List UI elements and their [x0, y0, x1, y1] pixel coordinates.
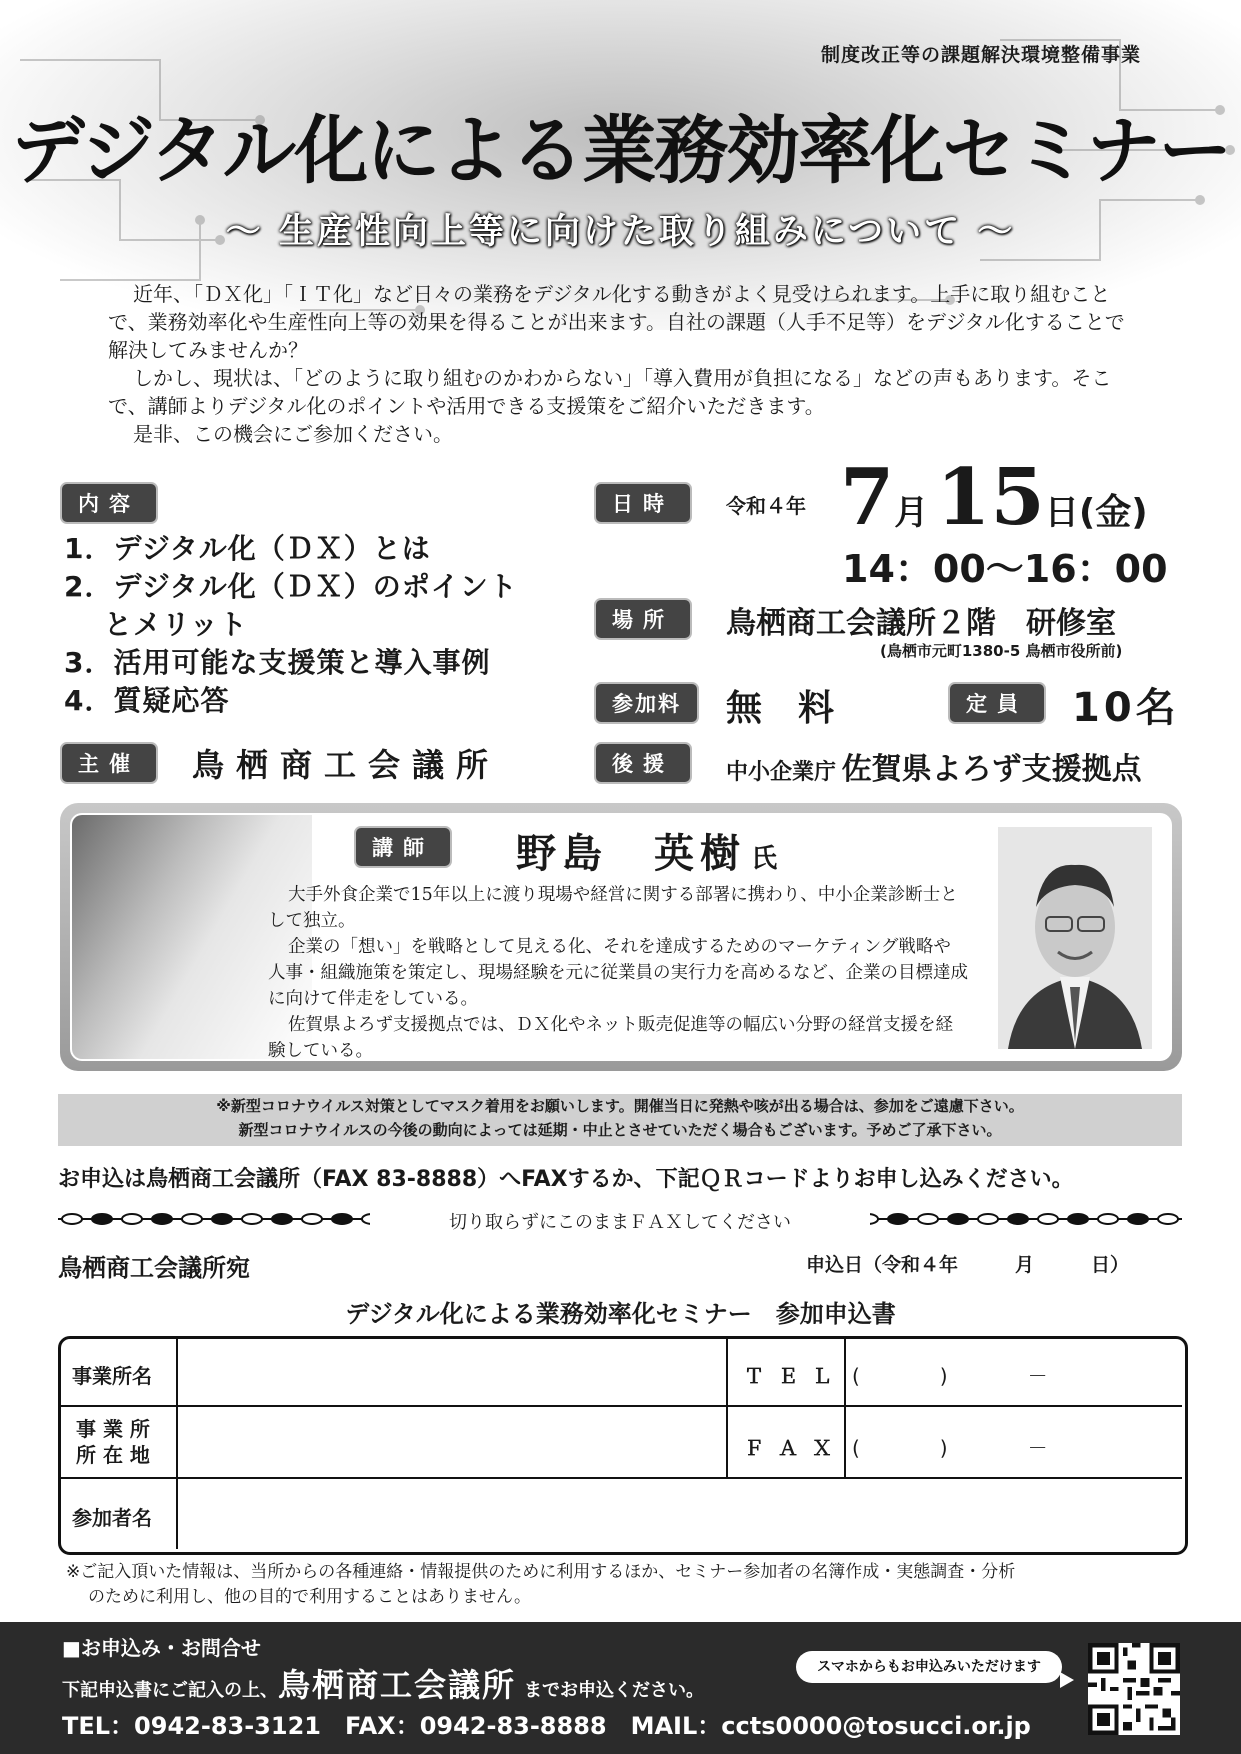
fax-label: ＦＡＸ — [744, 1436, 846, 1460]
bio-paragraph-2: 企業の「想い」を戦略として見える化、それを達成するためのマーケティング戦略や人事・組織施策を策定し、現場経験を元に従業員の実行力を高めるなど、企業の目標達成に向けて伴走をしている。 — [268, 937, 968, 1009]
privacy-line-1: ※ご記入頂いた情報は、当所からの各種連絡・情報提供のために利用するほか、セミナー参加者の名簿作成・実態調査・分析 — [66, 1562, 1016, 1582]
intro-text — [108, 280, 1138, 448]
list-item: とメリット — [104, 608, 248, 641]
fee-value: 無 料 — [726, 688, 835, 729]
apply-instruction: お申込は鳥栖商工会議所（FAX 83-8888）へFAXするか、下記ＱＲコードよりお申し込みください。 — [58, 1167, 1074, 1192]
event-date — [840, 452, 1148, 543]
support-org-2: 佐賀県よろず支援拠点 — [841, 752, 1142, 787]
address-label: 事 業 所 所 在 地 — [76, 1417, 150, 1467]
list-item: 4．質疑応答 — [64, 684, 230, 717]
bio-paragraph-3: 佐賀県よろず支援拠点では、ＤＸ化やネット販売促進等の幅広い分野の経営支援を経験している。 — [268, 1015, 953, 1061]
intro-paragraph-2: しかし、現状は、「どのように取り組むのかわからない」「導入費用が負担になる」などの声もあります。そこで、講師よりデジタル化のポイントや活用できる支援策をご紹介いただきます。 — [108, 366, 1112, 418]
support-org-1: 中小企業庁 — [726, 760, 837, 785]
day-unit: 日 — [1044, 493, 1079, 533]
form-title: デジタル化による業務効率化セミナー 参加申込書 — [345, 1300, 896, 1328]
venue-name: 鳥栖商工会議所２階 研修室 — [726, 606, 1116, 641]
event-weekday: (金) — [1078, 492, 1148, 533]
lecturer-name: 野島 英樹 — [516, 830, 746, 877]
seminar-title: デジタル化による業務効率化セミナー — [10, 108, 1231, 194]
form-row-divider — [61, 1405, 1182, 1407]
form-row-divider — [61, 1477, 1182, 1479]
address-field[interactable] — [180, 1408, 724, 1476]
capacity-label: 定員 — [948, 682, 1046, 724]
qr-code[interactable] — [1088, 1643, 1180, 1735]
contact-heading: ■お申込み・お問合せ — [62, 1636, 261, 1660]
host-label: 主催 — [60, 742, 158, 784]
lecturer-honorific: 氏 — [751, 844, 778, 874]
support-label: 後援 — [594, 742, 692, 784]
fee-label: 参加料 — [594, 682, 699, 724]
month-unit: 月 — [894, 493, 929, 533]
event-day: 15 — [936, 452, 1045, 543]
business-name-field[interactable] — [180, 1342, 724, 1404]
contact-lead — [62, 1660, 704, 1706]
smartphone-bubble: スマホからもお申込みいただけます — [796, 1651, 1062, 1683]
cut-instruction: 切り取らずにこのままＦＡＸしてください — [370, 1208, 870, 1234]
contact-details: TEL：0942-83-3121 FAX：0942-83-8888 MAIL：ccts0000@tosucci.or.jp — [62, 1712, 1031, 1740]
contact-lead-text: 下記申込書にご記入の上、 — [62, 1680, 278, 1701]
intro-paragraph-1: 近年、「ＤＸ化」「ＩＴ化」など日々の業務をデジタル化する動きがよく見受けられます。上手に取り組むことで、業務効率化や生産性向上等の効果を得ることが出来ます。自社の課題（人手不足等）をデジタル化することで解決してみませんか？ — [108, 282, 1125, 362]
list-item: 3．活用可能な支援策と導入事例 — [64, 646, 491, 679]
form-col-divider — [176, 1339, 178, 1549]
participant-label: 参加者名 — [72, 1506, 152, 1530]
venue-label: 場所 — [594, 598, 692, 640]
event-month: 7 — [840, 452, 895, 543]
lecturer-photo — [998, 827, 1152, 1049]
privacy-line-2: のために利用し、他の目的で利用することはありません。 — [88, 1587, 532, 1607]
event-era: 令和４年 — [726, 494, 806, 518]
tel-label: ＴＥＬ — [744, 1364, 846, 1388]
list-item: 1．デジタル化（ＤＸ）とは — [64, 532, 431, 565]
privacy-note — [66, 1560, 1015, 1610]
seminar-subtitle: ～ 生産性向上等に向けた取り組みについて ～ — [225, 211, 1016, 252]
bio-paragraph-1: 大手外食企業で15年以上に渡り現場や経営に関する部署に携わり、中小企業診断士として独立。 — [268, 885, 958, 931]
program-name: 制度改正等の課題解決環境整備事業 — [820, 44, 1141, 66]
contact-org: 鳥栖商工会議所 — [278, 1666, 517, 1704]
lecturer-label: 講師 — [354, 826, 452, 868]
tel-field[interactable]: ( ) － — [852, 1364, 1048, 1388]
application-date: 申込日（令和４年 月 日） — [806, 1254, 1130, 1276]
venue-address: (鳥栖市元町1380-5 鳥栖市役所前) — [880, 642, 1123, 660]
contents-label: 内容 — [60, 482, 158, 524]
notice-line-2: 新型コロナウイルスの今後の動向によっては延期・中止とさせていただく場合もございます。予めご了承下さい。 — [238, 1121, 1002, 1139]
fax-field[interactable]: ( ) － — [852, 1436, 1048, 1460]
form-addressee: 鳥栖商工会議所宛 — [58, 1254, 250, 1282]
capacity-value: 10名 — [1072, 685, 1180, 731]
intro-paragraph-3: 是非、この機会にご参加ください。 — [133, 422, 453, 446]
support-orgs — [726, 744, 1142, 788]
list-item: 2．デジタル化（ＤＸ）のポイント — [64, 570, 518, 603]
covid-notice — [58, 1094, 1182, 1146]
lecturer-bio — [268, 882, 968, 1064]
notice-line-1: ※新型コロナウイルス対策としてマスク着用をお願いします。開催当日に発熱や咳が出る場合は、参加をご遠慮下さい。 — [216, 1097, 1024, 1115]
business-name-label: 事業所名 — [72, 1364, 152, 1388]
event-time: 14：00～16：00 — [842, 547, 1168, 591]
contents-list — [64, 530, 518, 720]
datetime-label: 日時 — [594, 482, 692, 524]
contact-tail: までお申込ください。 — [524, 1680, 705, 1701]
lecturer-name-wrap — [516, 822, 777, 879]
form-col-divider — [726, 1339, 728, 1477]
host-name: 鳥栖商工会議所 — [192, 746, 501, 784]
bubble-pointer — [1060, 1672, 1074, 1688]
participant-field[interactable] — [180, 1480, 1178, 1546]
